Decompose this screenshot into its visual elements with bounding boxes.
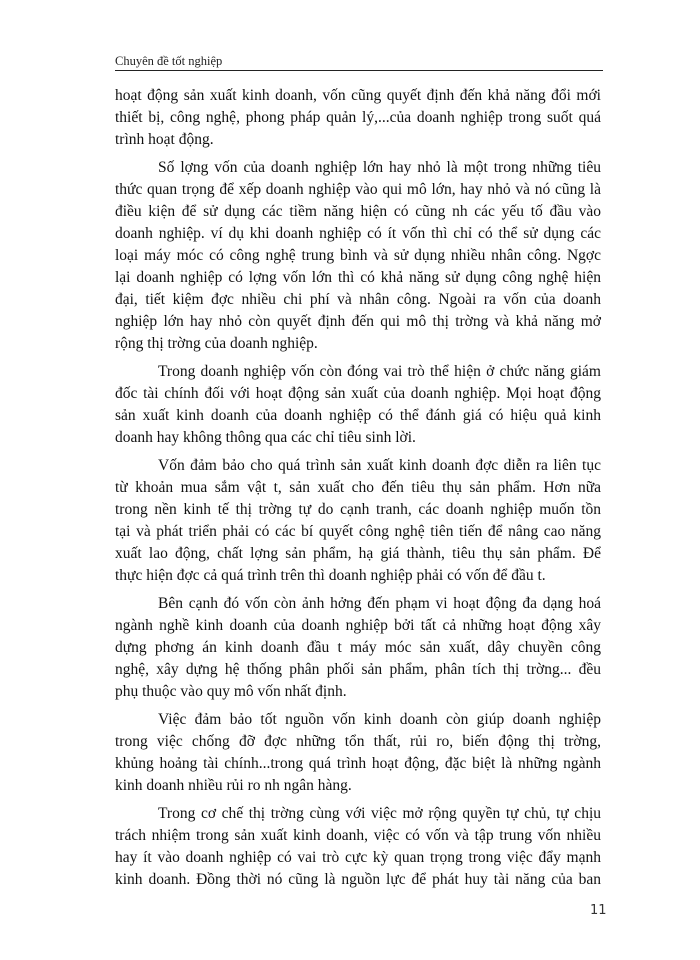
text-line: điều kiện để sử dụng các tiềm năng hiện có cũng nh các yếu tố đầu vào (115, 203, 601, 220)
paragraph (115, 361, 601, 449)
text-line: ngành nghề kinh doanh của doanh nghiệp bởi tất cả những hoạt động xây (115, 617, 601, 634)
paragraph (115, 593, 601, 703)
text-line: xuất lao động, chất lợng sản phẩm, hạ giá thành, tiêu thụ sản phẩm. Để (115, 545, 601, 562)
text-line: thức quan trọng để xếp doanh nghiệp vào qui mô lớn, hay nhỏ và nó cũng là (115, 181, 601, 198)
text-line: trong nền kinh tế thị trờng tự do cạnh tranh, các doanh nghiệp muốn tồn (115, 501, 601, 518)
text-line: Bên cạnh đó vốn còn ảnh hởng đến phạm vi hoạt động đa dạng hoá (158, 595, 601, 612)
text-line: rộng thị trờng của doanh nghiệp. (115, 335, 318, 352)
text-line: đốc tài chính đối với hoạt động sản xuất của doanh nghiệp. Mọi hoạt động (115, 385, 601, 402)
text-line: khủng hoảng tài chính...trong quá trình hoạt động, đặc biệt là những ngành (115, 755, 601, 772)
text-line: Vốn đảm bảo cho quá trình sản xuất kinh doanh đợc diễn ra liên tục (158, 457, 601, 474)
paragraph (115, 85, 601, 151)
text-line: thiết bị, công nghệ, phong pháp quản lý,...của doanh nghiệp trong suốt quá (115, 109, 601, 126)
text-line: phụ thuộc vào quy mô vốn nhất định. (115, 683, 347, 700)
text-line: Số lợng vốn của doanh nghiệp lớn hay nhỏ là một trong những tiêu (158, 159, 601, 176)
paragraph (115, 709, 601, 797)
header-rule (115, 70, 603, 71)
paragraph (115, 157, 601, 355)
text-line: loại máy móc có công nghệ trung bình và sử dụng nhiều nhân công. Ngợc (115, 247, 601, 264)
text-line: dựng phơng án kinh doanh đầu t máy móc sản xuất, dây chuyền công (115, 639, 601, 656)
text-line: hoạt động sản xuất kinh doanh, vốn cũng quyết định đến khả năng đổi mới (115, 87, 601, 104)
running-header: Chuyên đề tốt nghiệp (115, 54, 223, 68)
text-line: trong việc chống đỡ đợc những tổn thất, rủi ro, biến động thị trờng, (115, 733, 601, 750)
text-line: trình hoạt động. (115, 131, 214, 148)
text-line: doanh nghiệp. ví dụ khi doanh nghiệp có ít vốn thì chỉ có thể sử dụng các (115, 225, 601, 242)
paragraph (115, 803, 601, 891)
text-line: từ khoản mua sắm vật t, sản xuất cho đến tiêu thụ sản phẩm. Hơn nữa (115, 479, 601, 496)
text-line: sản xuất kinh doanh của doanh nghiệp có thể đánh giá có hiệu quả kinh (115, 407, 601, 424)
text-line: đại, tiết kiệm đợc nhiều chi phí và nhân công. Ngoài ra vốn của doanh (115, 291, 601, 308)
text-line: kinh doanh. Đồng thời nó cũng là nguồn lực để phát huy tài năng của ban (115, 871, 601, 888)
text-line: nghiệp lớn hay nhỏ còn quyết định đến qui mô thị trờng và khả năng mở (115, 313, 601, 330)
text-line: Việc đảm bảo tốt nguồn vốn kinh doanh còn giúp doanh nghiệp (158, 711, 601, 728)
text-line: Trong cơ chế thị trờng cùng với việc mở rộng quyền tự chủ, tự chịu (158, 805, 601, 822)
text-line: lại doanh nghiệp có lợng vốn lớn thì có khả năng sử dụng công nghệ hiện (115, 269, 601, 286)
document-body (115, 85, 601, 897)
text-line: doanh hay không thông qua các chỉ tiêu sinh lời. (115, 429, 416, 446)
page-number: 11 (590, 903, 607, 918)
text-line: kinh doanh nhiều rủi ro nh ngân hàng. (115, 777, 352, 794)
text-line: trách nhiệm trong sản xuất kinh doanh, việc có vốn và tập trung vốn nhiều (115, 827, 601, 844)
text-line: thực hiện đợc cả quá trình trên thì doanh nghiệp phải có vốn để đầu t. (115, 567, 546, 584)
text-line: Trong doanh nghiệp vốn còn đóng vai trò thể hiện ở chức năng giám (158, 363, 601, 380)
paragraph (115, 455, 601, 587)
text-line: nghệ, xây dựng hệ thống phân phối sản phẩm, phân tích thị trờng... đều (115, 661, 601, 678)
text-line: hay ít vào doanh nghiệp có vai trò cực kỳ quan trọng trong việc đẩy mạnh (115, 849, 601, 866)
text-line: tại và phát triển phải có các bí quyết công nghệ tiên tiến để nâng cao năng (115, 523, 601, 540)
